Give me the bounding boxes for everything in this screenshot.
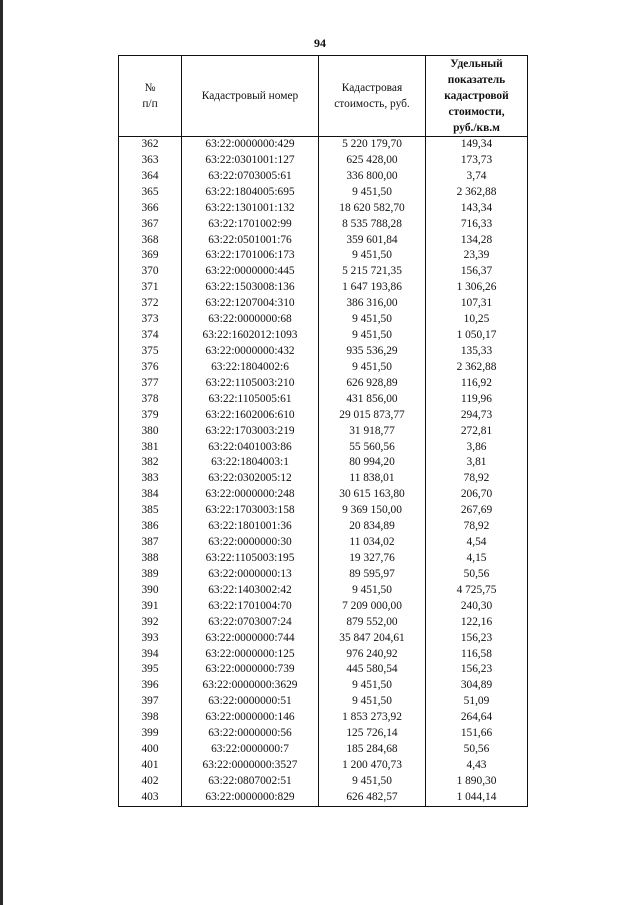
specific-value-cell: 156,23	[426, 631, 528, 647]
specific-value-cell: 10,25	[426, 312, 528, 328]
specific-value-cell: 3,86	[426, 440, 528, 456]
table-row	[119, 455, 528, 471]
cadastral-value-cell: 8 535 788,28	[319, 217, 426, 233]
row-number-cell: 387	[119, 535, 182, 551]
cadastral-number-cell: 63:22:0000000:56	[182, 726, 319, 742]
row-number-cell: 395	[119, 662, 182, 678]
row-number-cell: 371	[119, 280, 182, 296]
specific-value-cell: 716,33	[426, 217, 528, 233]
specific-value-cell: 206,70	[426, 487, 528, 503]
table-body	[119, 137, 528, 807]
cadastral-value-cell: 89 595,97	[319, 567, 426, 583]
cadastral-number-cell: 63:22:0301001:127	[182, 153, 319, 169]
row-number-cell: 392	[119, 615, 182, 631]
specific-value-cell: 119,96	[426, 392, 528, 408]
specific-value-cell: 122,16	[426, 615, 528, 631]
cadastral-value-cell: 9 451,50	[319, 583, 426, 599]
specific-value-cell: 156,23	[426, 662, 528, 678]
specific-value-cell: 4 725,75	[426, 583, 528, 599]
cadastral-number-cell: 63:22:0000000:7	[182, 742, 319, 758]
cadastral-value-cell: 9 451,50	[319, 312, 426, 328]
row-number-cell: 382	[119, 455, 182, 471]
row-number-cell: 374	[119, 328, 182, 344]
cadastral-value-cell: 9 451,50	[319, 694, 426, 710]
header-value-line2: стоимость, руб.	[334, 98, 410, 110]
cadastral-number-cell: 63:22:0807002:51	[182, 774, 319, 790]
cadastral-value-cell: 20 834,89	[319, 519, 426, 535]
row-number-cell: 384	[119, 487, 182, 503]
row-number-cell: 380	[119, 424, 182, 440]
table-row	[119, 217, 528, 233]
table-row	[119, 567, 528, 583]
row-number-cell: 391	[119, 599, 182, 615]
specific-value-cell: 134,28	[426, 233, 528, 249]
header-specific-line3: стоимости,	[448, 106, 505, 118]
row-number-cell: 367	[119, 217, 182, 233]
cadastral-number-cell: 63:22:0000000:125	[182, 647, 319, 663]
cadastral-value-cell: 1 200 470,73	[319, 758, 426, 774]
cadastral-value-cell: 9 451,50	[319, 678, 426, 694]
specific-value-cell: 51,09	[426, 694, 528, 710]
specific-value-cell: 4,15	[426, 551, 528, 567]
cadastral-number-cell: 63:22:1703003:158	[182, 503, 319, 519]
specific-value-cell: 1 890,30	[426, 774, 528, 790]
cadastral-value-cell: 185 284,68	[319, 742, 426, 758]
specific-value-cell: 3,81	[426, 455, 528, 471]
cadastral-number-cell: 63:22:0000000:3527	[182, 758, 319, 774]
cadastral-value-cell: 29 015 873,77	[319, 408, 426, 424]
cadastral-number-cell: 63:22:1602006:610	[182, 408, 319, 424]
row-number-cell: 372	[119, 296, 182, 312]
specific-value-cell: 294,73	[426, 408, 528, 424]
specific-value-cell: 4,54	[426, 535, 528, 551]
header-cadastral-number	[182, 56, 319, 137]
cadastral-value-cell: 31 918,77	[319, 424, 426, 440]
header-specific-line2: кадастровой	[444, 90, 509, 102]
table-row	[119, 647, 528, 663]
table-row	[119, 535, 528, 551]
specific-value-cell: 23,39	[426, 248, 528, 264]
specific-value-cell: 267,69	[426, 503, 528, 519]
table-row	[119, 631, 528, 647]
specific-value-cell: 2 362,88	[426, 360, 528, 376]
cadastral-value-cell: 5 220 179,70	[319, 137, 426, 153]
row-number-cell: 363	[119, 153, 182, 169]
cadastral-number-cell: 63:22:0000000:432	[182, 344, 319, 360]
table-row	[119, 519, 528, 535]
cadastral-number-cell: 63:22:0000000:744	[182, 631, 319, 647]
table-row	[119, 742, 528, 758]
table-row	[119, 137, 528, 153]
header-specific-line4: руб./кв.м	[453, 122, 500, 134]
specific-value-cell: 1 044,14	[426, 790, 528, 806]
cadastral-number-cell: 63:22:0703005:61	[182, 169, 319, 185]
header-cadastral-value	[319, 56, 426, 137]
row-number-cell: 401	[119, 758, 182, 774]
row-number-cell: 388	[119, 551, 182, 567]
cadastral-value-cell: 19 327,76	[319, 551, 426, 567]
cadastral-number-cell: 63:22:1701006:173	[182, 248, 319, 264]
table-row	[119, 153, 528, 169]
specific-value-cell: 143,34	[426, 201, 528, 217]
specific-value-cell: 272,81	[426, 424, 528, 440]
table-row	[119, 694, 528, 710]
row-number-cell: 403	[119, 790, 182, 806]
row-number-cell: 375	[119, 344, 182, 360]
row-number-cell: 368	[119, 233, 182, 249]
table-row	[119, 503, 528, 519]
cadastral-number-cell: 63:22:1701004:70	[182, 599, 319, 615]
specific-value-cell: 173,73	[426, 153, 528, 169]
cadastral-number-cell: 63:22:0000000:51	[182, 694, 319, 710]
table-row	[119, 233, 528, 249]
cadastral-value-cell: 976 240,92	[319, 647, 426, 663]
cadastral-number-cell: 63:22:1804003:1	[182, 455, 319, 471]
specific-value-cell: 240,30	[426, 599, 528, 615]
cadastral-value-cell: 879 552,00	[319, 615, 426, 631]
specific-value-cell: 1 050,17	[426, 328, 528, 344]
table-row	[119, 408, 528, 424]
cadastral-number-cell: 63:22:0000000:429	[182, 137, 319, 153]
cadastral-value-cell: 9 451,50	[319, 248, 426, 264]
cadastral-value-cell: 35 847 204,61	[319, 631, 426, 647]
cadastral-number-cell: 63:22:0401003:86	[182, 440, 319, 456]
specific-value-cell: 107,31	[426, 296, 528, 312]
table-row	[119, 376, 528, 392]
row-number-cell: 381	[119, 440, 182, 456]
table-row	[119, 248, 528, 264]
page-number: 94	[314, 36, 326, 50]
row-number-cell: 393	[119, 631, 182, 647]
row-number-cell: 370	[119, 264, 182, 280]
cadastral-number-cell: 63:22:1804002:6	[182, 360, 319, 376]
cadastral-number-cell: 63:22:1703003:219	[182, 424, 319, 440]
cadastral-number-cell: 63:22:0000000:248	[182, 487, 319, 503]
table-row	[119, 599, 528, 615]
table-row	[119, 296, 528, 312]
cadastral-value-cell: 7 209 000,00	[319, 599, 426, 615]
cadastral-number-cell: 63:22:1105003:210	[182, 376, 319, 392]
cadastral-number-cell: 63:22:1105005:61	[182, 392, 319, 408]
specific-value-cell: 50,56	[426, 742, 528, 758]
cadastral-value-cell: 11 838,01	[319, 471, 426, 487]
row-number-cell: 378	[119, 392, 182, 408]
header-cadastral-label: Кадастровый номер	[201, 90, 299, 102]
cadastral-number-cell: 63:22:0000000:445	[182, 264, 319, 280]
table-row	[119, 201, 528, 217]
header-value-line1: Кадастровая	[341, 82, 403, 94]
cadastral-value-cell: 359 601,84	[319, 233, 426, 249]
cadastral-number-cell: 63:22:1503008:136	[182, 280, 319, 296]
cadastral-value-table	[118, 55, 528, 807]
specific-value-cell: 151,66	[426, 726, 528, 742]
table-row	[119, 328, 528, 344]
specific-value-cell: 149,34	[426, 137, 528, 153]
cadastral-value-cell: 626 482,57	[319, 790, 426, 806]
row-number-cell: 402	[119, 774, 182, 790]
table-row	[119, 551, 528, 567]
table-row	[119, 169, 528, 185]
table-row	[119, 344, 528, 360]
row-number-cell: 383	[119, 471, 182, 487]
cadastral-number-cell: 63:22:1105003:195	[182, 551, 319, 567]
row-number-cell: 386	[119, 519, 182, 535]
table-row	[119, 487, 528, 503]
cadastral-number-cell: 63:22:0000000:3629	[182, 678, 319, 694]
row-number-cell: 390	[119, 583, 182, 599]
row-number-cell: 394	[119, 647, 182, 663]
table-row	[119, 615, 528, 631]
header-specific-value	[426, 56, 528, 137]
cadastral-number-cell: 63:22:0000000:739	[182, 662, 319, 678]
row-number-cell: 376	[119, 360, 182, 376]
table-row	[119, 185, 528, 201]
cadastral-value-cell: 9 451,50	[319, 774, 426, 790]
cadastral-value-cell: 1 647 193,86	[319, 280, 426, 296]
cadastral-value-cell: 336 800,00	[319, 169, 426, 185]
specific-value-cell: 78,92	[426, 519, 528, 535]
table-row	[119, 662, 528, 678]
row-number-cell: 364	[119, 169, 182, 185]
table-row	[119, 264, 528, 280]
table-row	[119, 280, 528, 296]
specific-value-cell: 1 306,26	[426, 280, 528, 296]
cadastral-value-cell: 9 451,50	[319, 328, 426, 344]
table-row	[119, 440, 528, 456]
table-row	[119, 583, 528, 599]
row-number-cell: 399	[119, 726, 182, 742]
table-row	[119, 758, 528, 774]
specific-value-cell: 3,74	[426, 169, 528, 185]
cadastral-value-cell: 80 994,20	[319, 455, 426, 471]
row-number-cell: 379	[119, 408, 182, 424]
table-row	[119, 678, 528, 694]
cadastral-value-cell: 1 853 273,92	[319, 710, 426, 726]
cadastral-number-cell: 63:22:1804005:695	[182, 185, 319, 201]
row-number-cell: 396	[119, 678, 182, 694]
cadastral-value-cell: 431 856,00	[319, 392, 426, 408]
row-number-cell: 365	[119, 185, 182, 201]
cadastral-number-cell: 63:22:1602012:1093	[182, 328, 319, 344]
row-number-cell: 373	[119, 312, 182, 328]
specific-value-cell: 4,43	[426, 758, 528, 774]
row-number-cell: 362	[119, 137, 182, 153]
cadastral-number-cell: 63:22:0000000:68	[182, 312, 319, 328]
cadastral-number-cell: 63:22:1301001:132	[182, 201, 319, 217]
specific-value-cell: 50,56	[426, 567, 528, 583]
cadastral-number-cell: 63:22:0703007:24	[182, 615, 319, 631]
cadastral-value-cell: 9 369 150,00	[319, 503, 426, 519]
header-row-number	[119, 56, 182, 137]
cadastral-value-cell: 9 451,50	[319, 185, 426, 201]
specific-value-cell: 135,33	[426, 344, 528, 360]
cadastral-number-cell: 63:22:0000000:30	[182, 535, 319, 551]
specific-value-cell: 264,64	[426, 710, 528, 726]
cadastral-value-cell: 30 615 163,80	[319, 487, 426, 503]
table-row	[119, 710, 528, 726]
table-header-row	[119, 56, 528, 137]
table-row	[119, 360, 528, 376]
cadastral-value-cell: 125 726,14	[319, 726, 426, 742]
header-num-line2: п/п	[142, 98, 158, 110]
cadastral-value-cell: 935 536,29	[319, 344, 426, 360]
table-row	[119, 424, 528, 440]
cadastral-number-cell: 63:22:1207004:310	[182, 296, 319, 312]
row-number-cell: 366	[119, 201, 182, 217]
specific-value-cell: 116,92	[426, 376, 528, 392]
cadastral-value-cell: 11 034,02	[319, 535, 426, 551]
specific-value-cell: 116,58	[426, 647, 528, 663]
specific-value-cell: 2 362,88	[426, 185, 528, 201]
specific-value-cell: 78,92	[426, 471, 528, 487]
table-row	[119, 774, 528, 790]
row-number-cell: 369	[119, 248, 182, 264]
cadastral-value-cell: 625 428,00	[319, 153, 426, 169]
cadastral-number-cell: 63:22:0302005:12	[182, 471, 319, 487]
header-specific-line1: Удельный показатель	[447, 58, 506, 86]
cadastral-number-cell: 63:22:1801001:36	[182, 519, 319, 535]
cadastral-value-cell: 626 928,89	[319, 376, 426, 392]
specific-value-cell: 304,89	[426, 678, 528, 694]
cadastral-value-cell: 18 620 582,70	[319, 201, 426, 217]
table-row	[119, 392, 528, 408]
row-number-cell: 400	[119, 742, 182, 758]
cadastral-number-cell: 63:22:1403002:42	[182, 583, 319, 599]
cadastral-value-cell: 386 316,00	[319, 296, 426, 312]
cadastral-number-cell: 63:22:0501001:76	[182, 233, 319, 249]
cadastral-value-cell: 55 560,56	[319, 440, 426, 456]
cadastral-number-cell: 63:22:1701002:99	[182, 217, 319, 233]
row-number-cell: 389	[119, 567, 182, 583]
cadastral-value-cell: 9 451,50	[319, 360, 426, 376]
scan-edge-line	[0, 0, 3, 905]
cadastral-value-cell: 445 580,54	[319, 662, 426, 678]
header-num-line1: №	[144, 82, 156, 94]
specific-value-cell: 156,37	[426, 264, 528, 280]
table-row	[119, 312, 528, 328]
cadastral-number-cell: 63:22:0000000:146	[182, 710, 319, 726]
row-number-cell: 377	[119, 376, 182, 392]
table-row	[119, 790, 528, 806]
table-row	[119, 471, 528, 487]
row-number-cell: 398	[119, 710, 182, 726]
row-number-cell: 385	[119, 503, 182, 519]
cadastral-number-cell: 63:22:0000000:829	[182, 790, 319, 806]
row-number-cell: 397	[119, 694, 182, 710]
cadastral-number-cell: 63:22:0000000:13	[182, 567, 319, 583]
cadastral-value-cell: 5 215 721,35	[319, 264, 426, 280]
table-row	[119, 726, 528, 742]
